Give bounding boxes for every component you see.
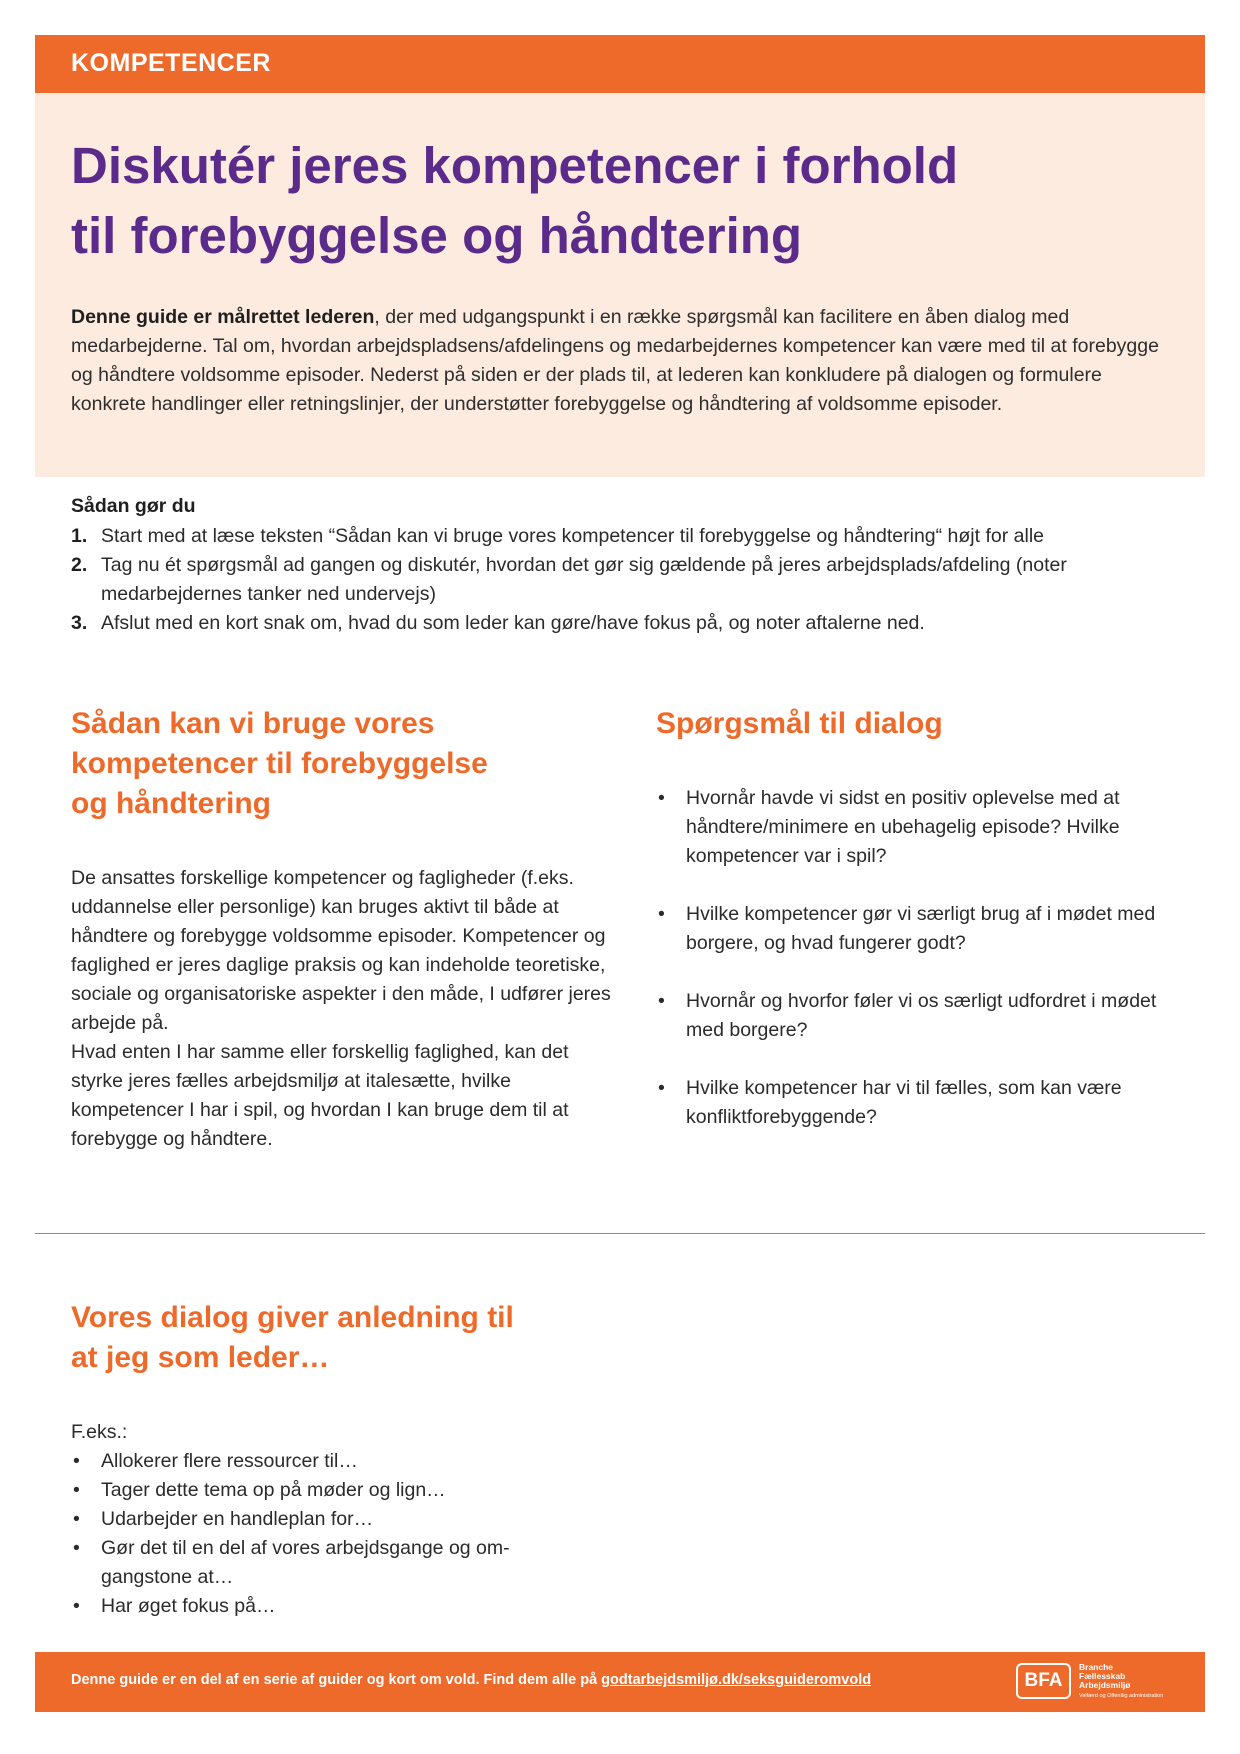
action-item (71, 1592, 551, 1621)
footer-link[interactable]: godtarbejdsmiljø.dk/seksguideromvold (601, 1672, 872, 1688)
step-number: 2. (71, 554, 88, 576)
competences-heading-line-3: og håndtering (71, 787, 271, 820)
action-item (71, 1505, 551, 1534)
category-label: KOMPETENCER (71, 49, 271, 77)
question-item (656, 987, 1176, 1045)
action-text: Allokerer flere ressourcer til… (101, 1450, 358, 1472)
step-text: Tag nu ét spørgsmål ad gangen og diskutér, hvordan det gør sig gældende på jeres arbejdsplads/afdeling (noter medarbejdernes tanker ned undervejs) (101, 554, 1067, 605)
bullet-icon: • (73, 1479, 80, 1501)
conclusion-section (71, 1298, 671, 1621)
logo-line-1: Branche (1079, 1662, 1114, 1672)
step-text: Start med at læse teksten “Sådan kan vi bruge vores kompetencer til forebyggelse og håndtering“ højt for alle (101, 525, 1044, 547)
question-text: Hvornår og hvorfor føler vi os særligt udfordret i mødet med borgere? (686, 990, 1157, 1041)
question-item (656, 1074, 1176, 1132)
logo-line-4: Velfærd og Offentlig administration (1079, 1693, 1164, 1699)
action-text: Gør det til en del af vores arbejdsgange og om-gangstone at… (101, 1537, 510, 1588)
competences-paragraph-2: Hvad enten I har samme eller forskellig faglighed, kan det styrke jeres fælles arbejdsmiljø at italesætte, hvilke kompetencer I har i spil, og hvordan I kan bruge dem til at forebygge og håndtere. (71, 1041, 569, 1150)
competences-heading-line-1: Sådan kan vi bruge vores (71, 707, 435, 740)
action-item (71, 1447, 551, 1476)
logo-line-2: Fællesskab (1079, 1671, 1126, 1681)
step-item (71, 551, 1191, 609)
example-label: F.eks.: (71, 1421, 128, 1443)
footer-banner (35, 1652, 1205, 1712)
intro-box (35, 93, 1205, 477)
step-item (71, 609, 1191, 638)
conclusion-heading-line-1: Vores dialog giver anledning til (71, 1301, 514, 1334)
action-text: Udarbejder en handleplan for… (101, 1508, 374, 1530)
howto-title: Sådan gør du (71, 495, 196, 517)
category-banner (35, 35, 1205, 93)
competences-heading-line-2: kompetencer til forebyggelse (71, 747, 488, 780)
step-number: 3. (71, 612, 88, 634)
competences-heading (71, 704, 611, 824)
bullet-icon: • (73, 1595, 80, 1617)
page-title (71, 131, 1071, 271)
action-text: Tager dette tema op på møder og lign… (101, 1479, 446, 1501)
lead-rest: , der med udgangspunkt i en række spørgsmål kan facilitere en åben dialog med medarbejderne. Tal om, hvordan arbejdspladsens/afdelingens og medarbejdernes kompetencer kan være med til at forebygge og håndtere voldsomme episoder. Nederst på siden er der plads til, at lederen kan konkludere på dialogen og formulere konkrete handlinger eller retningslinjer, der understøtter forebyggelse og håndtering af voldsomme episoder. (71, 306, 1159, 415)
competences-section (71, 704, 611, 1154)
bullet-icon: • (658, 903, 665, 925)
bullet-icon: • (658, 1077, 665, 1099)
footer-note: Denne guide er en del af en serie af guider og kort om vold. Find dem alle på (71, 1672, 602, 1688)
bfa-logo-icon: BFA (1016, 1663, 1071, 1699)
section-divider (35, 1233, 1205, 1234)
actions-list (71, 1447, 551, 1621)
footer-text (71, 1672, 871, 1688)
bullet-icon: • (658, 990, 665, 1012)
bfa-logo-text (1079, 1663, 1163, 1700)
bullet-icon: • (73, 1537, 80, 1559)
intro-paragraph (71, 303, 1171, 419)
title-line-1: Diskutér jeres kompetencer i forhold (71, 137, 959, 194)
steps-list (71, 522, 1191, 638)
step-text: Afslut med en kort snak om, hvad du som leder kan gøre/have fokus på, og noter aftalerne ned. (101, 612, 925, 634)
step-item (71, 522, 1191, 551)
howto-section (71, 492, 1191, 638)
question-text: Hvornår havde vi sidst en positiv oplevelse med at håndtere/minimere en ubehagelig episode? Hvilke kompetencer var i spil? (686, 787, 1120, 867)
dialog-questions-heading: Spørgsmål til dialog (656, 707, 943, 740)
question-text: Hvilke kompetencer gør vi særligt brug af i mødet med borgere, og hvad fungerer godt? (686, 903, 1156, 954)
bullet-icon: • (658, 787, 665, 809)
conclusion-heading-line-2: at jeg som leder… (71, 1341, 330, 1374)
title-line-2: til forebyggelse og håndtering (71, 207, 803, 264)
dialog-questions-section (656, 704, 1176, 1161)
bullet-icon: • (73, 1508, 80, 1530)
action-item (71, 1534, 551, 1592)
question-text: Hvilke kompetencer har vi til fælles, som kan være konfliktforebyggende? (686, 1077, 1122, 1128)
competences-paragraph-1: De ansattes forskellige kompetencer og fagligheder (f.eks. uddannelse eller personlige) kan bruges aktivt til både at håndtere og forebygge voldsomme episoder. Kompetencer og faglighed er jeres daglige praksis og kan indeholde teoretiske, sociale og organisatoriske aspekter i den måde, I udfører jeres arbejde på. (71, 867, 611, 1034)
questions-list (656, 784, 1176, 1132)
logo-line-3: Arbejdsmiljø (1079, 1680, 1131, 1690)
conclusion-heading (71, 1298, 671, 1378)
action-item (71, 1476, 551, 1505)
action-text: Har øget fokus på… (101, 1595, 276, 1617)
step-number: 1. (71, 525, 88, 547)
competences-body (71, 864, 611, 1154)
question-item (656, 900, 1176, 958)
question-item (656, 784, 1176, 871)
lead-bold: Denne guide er målrettet lederen (71, 306, 375, 328)
bullet-icon: • (73, 1450, 80, 1472)
